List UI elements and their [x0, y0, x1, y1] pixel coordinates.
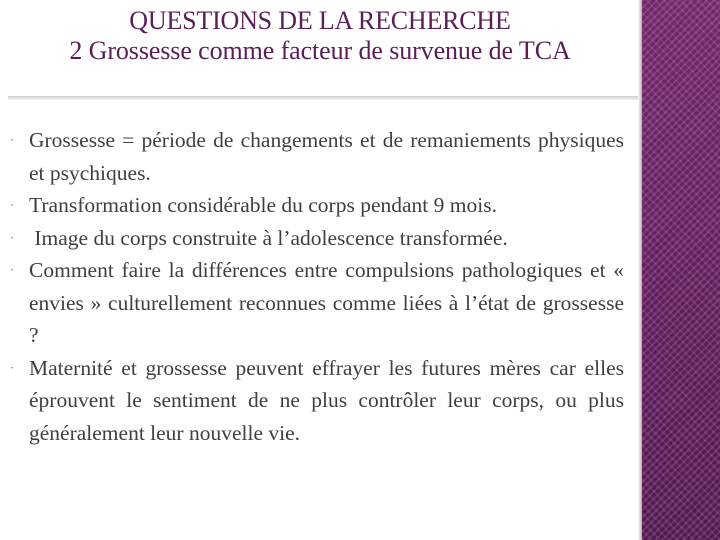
bullet-icon: ·: [10, 132, 15, 147]
bullet-item: [10, 189, 624, 222]
bullet-item: [10, 254, 624, 352]
bullet-item: [10, 124, 624, 189]
bullet-text: Transformation considérable du corps pendant 9 mois.: [29, 193, 497, 217]
bullet-icon: ·: [10, 197, 15, 212]
bullet-icon: ·: [10, 359, 15, 375]
bullet-text: Grossesse = période de changements et de remaniements physiques et psychiques.: [29, 128, 624, 185]
title-line-2: 2 Grossesse comme facteur de survenue de TCA: [69, 36, 571, 65]
slide-title: [0, 6, 640, 66]
bullet-text: Maternité et grossesse peuvent effrayer les futures mères car elles éprouvent le sentiment de ne plus contrôler leur corps, ou plus généralement leur nouvelle vie.: [29, 355, 624, 445]
bullet-item: [10, 352, 624, 450]
bullet-text: Image du corps construite à l’adolescence transformée.: [29, 225, 508, 250]
bullet-icon: ·: [10, 262, 15, 277]
title-divider: [8, 96, 638, 100]
bullet-text: Comment faire la différences entre compulsions pathologiques et « envies » culturellement reconnues comme liées à l’état de grossesse ?: [29, 258, 624, 347]
bullet-list: [10, 124, 624, 449]
title-line-1: QUESTIONS DE LA RECHERCHE: [129, 6, 511, 35]
bullet-item: [10, 222, 624, 255]
bullet-icon: ·: [10, 229, 15, 245]
decorative-side-band: [642, 0, 720, 540]
